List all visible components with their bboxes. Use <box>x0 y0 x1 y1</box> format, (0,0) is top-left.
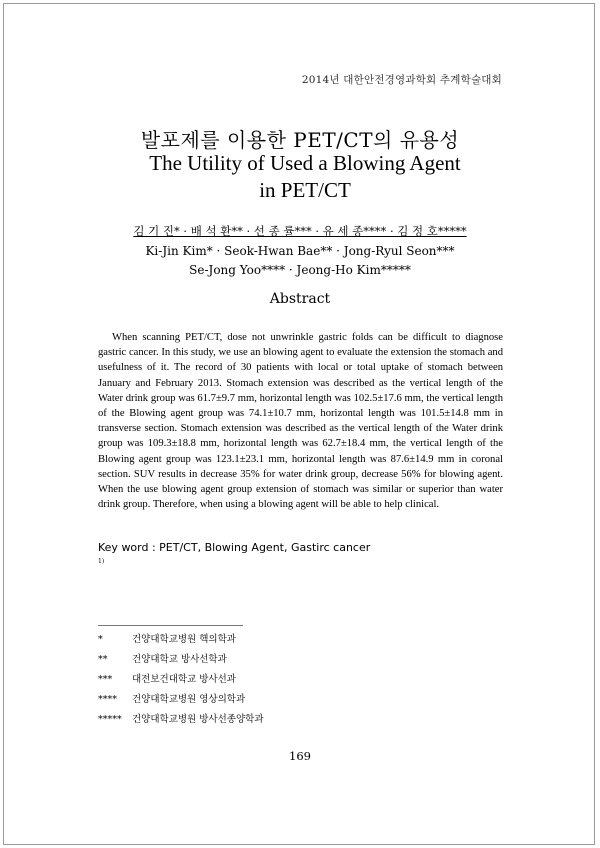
running-header: 2014년 대한안전경영과학회 추계학술대회 <box>301 74 502 86</box>
footnote-text: 대전보건대학교 방사선과 <box>132 674 236 685</box>
footnote-item <box>98 651 264 671</box>
footnote-mark: *** <box>98 674 113 685</box>
footnote-text: 건양대학교병원 영상의학과 <box>132 694 246 705</box>
footnote-mark: ** <box>98 654 108 665</box>
footnote-list <box>98 631 264 731</box>
page-number: 169 <box>289 749 311 763</box>
footnote-marker: 1) <box>98 558 105 565</box>
footnote-mark: **** <box>98 694 117 705</box>
authors-korean-text: 김 기 진* · 배 석 환** · 선 종 률*** · 유 세 종**** · 김 정 호***** <box>133 224 467 238</box>
abstract-body: When scanning PET/CT, dose not unwrinkle gastric folds can be difficult to diagnose gastric cancer. In this study, we use an blowing agent to evaluate the extension the stomach and usefulness of it. The record of 30 patients with local or total uptake of stomach between January and February 2013. Stomach extension was described as the vertical length of the Water drink group was 61.7±9.7 mm, horizontal length was 102.5±17.6 mm, the vertical length of the Blowing agent group was 74.1±10.7 mm, horizontal length was 101.5±14.8 mm in transverse section. Stomach extension was described as the vertical length of the Water drink group was 109.3±18.8 mm, horizontal length was 62.7±18.4 mm, the vertical length of the Blowing agent group was 123.1±23.1 mm, horizontal length was 87.6±14.9 mm in coronal section. SUV results in decrease 35% for water drink group, decrease 56% for blowing agent. When the use blowing agent group extension of stomach was similar or superior than water drink group. Therefore, when using a blowing agent will be able to help clinical. <box>98 332 503 511</box>
footnote-text: 건양대학교병원 방사선종양학과 <box>132 714 264 725</box>
footnote-divider <box>98 625 243 626</box>
authors-english-line1: Ki-Jin Kim* · Seok-Hwan Bae** · Jong-Ryul Seon*** <box>145 244 455 258</box>
footnote-item <box>98 691 264 711</box>
title-english: The Utility of Used a Blowing Agent in PET/CT <box>149 151 461 202</box>
footnote-text: 건양대학교병원 핵의학과 <box>132 634 236 645</box>
footnote-mark: ***** <box>98 714 122 725</box>
abstract-heading: Abstract <box>269 291 331 307</box>
footnote-item <box>98 671 264 691</box>
authors-english-line2: Se-Jong Yoo**** · Jeong-Ho Kim***** <box>189 263 411 277</box>
keywords: Key word : PET/CT, Blowing Agent, Gastirc cancer <box>98 541 371 554</box>
authors-korean <box>0 223 600 239</box>
footnote-text: 건양대학교 방사선학과 <box>132 654 227 665</box>
title-korean: 발포제를 이용한 PET/CT의 유용성 <box>140 128 460 152</box>
footnote-mark: * <box>98 634 103 645</box>
footnote-item <box>98 711 264 731</box>
footnote-item <box>98 631 264 651</box>
